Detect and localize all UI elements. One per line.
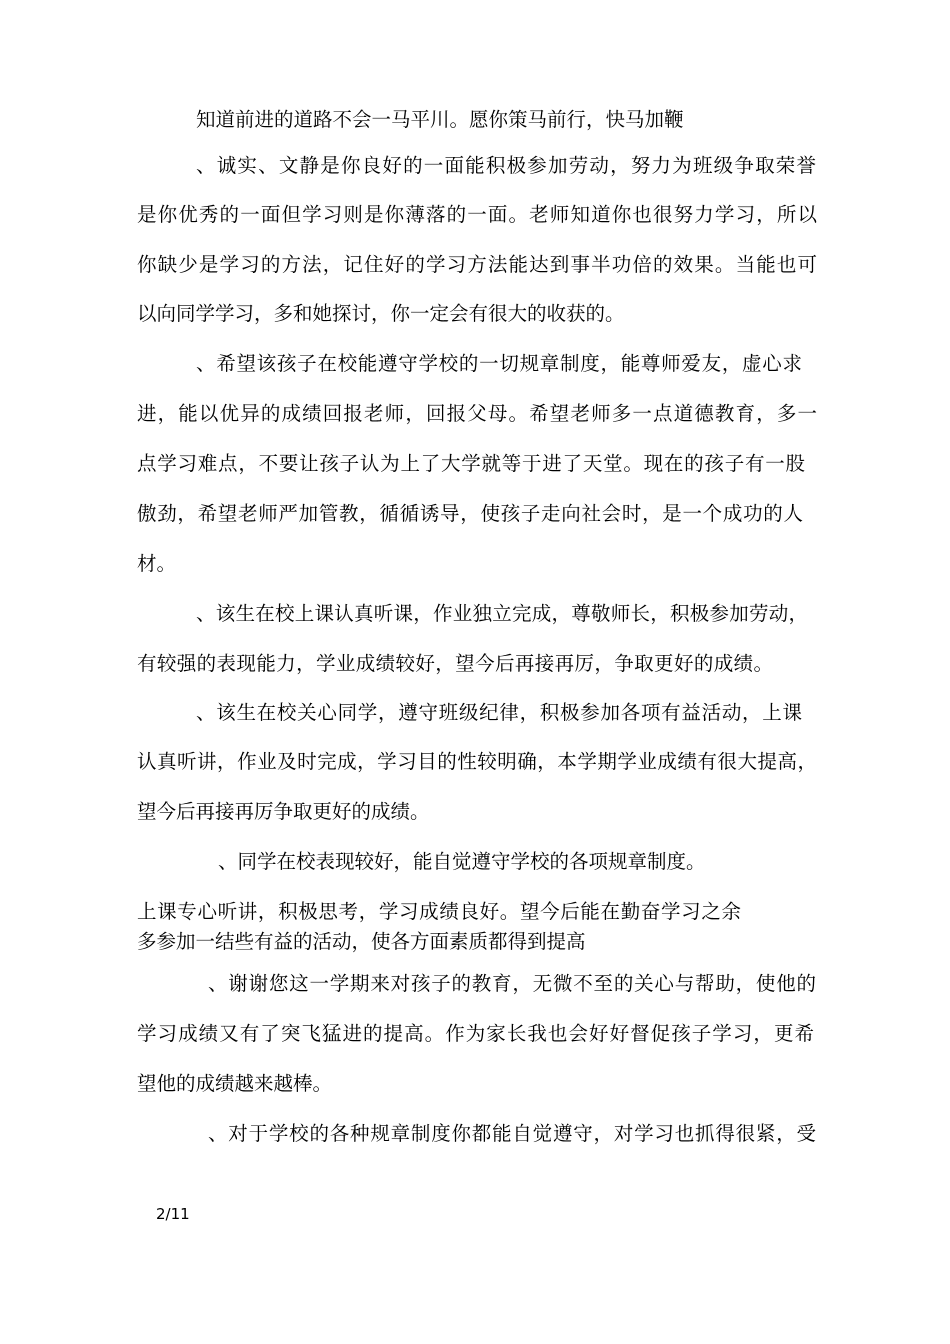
text-line: 、谢谢您这一学期来对孩子的教育，无微不至的关心与帮助，使他的: [208, 972, 816, 995]
text-line: 、对于学校的各种规章制度你都能自觉遵守，对学习也抓得很紧，受: [208, 1122, 816, 1145]
text-line: 有较强的表现能力，学业成绩较好，望今后再接再厉，争取更好的成绩。: [137, 652, 773, 675]
text-line: 以向同学学习，多和她探讨，你一定会有很大的收获的。: [137, 302, 625, 325]
text-line: 上课专心听讲，积极思考，学习成绩良好。望今后能在勤奋学习之余: [137, 900, 741, 923]
text-line: 你缺少是学习的方法，记住好的学习方法能达到事半功倍的效果。当能也可: [137, 253, 817, 276]
text-line: 学习成绩又有了突飞猛进的提高。作为家长我也会好好督促孩子学习，更希: [137, 1022, 814, 1045]
text-line: 、同学在校表现较好，能自觉遵守学校的各项规章制度。: [218, 850, 706, 873]
text-line: 多参加一结些有益的活动，使各方面素质都得到提高: [137, 930, 586, 953]
text-line: 、诚实、文静是你良好的一面能积极参加劳动，努力为班级争取荣誉: [196, 154, 816, 177]
text-line: 材。: [137, 552, 177, 575]
text-line: 、该生在校关心同学，遵守班级纪律，积极参加各项有益活动，上课: [196, 701, 802, 724]
text-line: 、该生在校上课认真听课，作业独立完成，尊敬师长，积极参加劳动，: [196, 602, 808, 625]
text-line: 知道前进的道路不会一马平川。愿你策马前行，快马加鞭: [196, 108, 684, 131]
text-line: 点学习难点，不要让孩子认为上了大学就等于进了天堂。现在的孩子有一股: [137, 452, 805, 475]
text-line: 是你优秀的一面但学习则是你薄落的一面。老师知道你也很努力学习，所以: [137, 203, 817, 226]
text-line: 望今后再接再厉争取更好的成绩。: [137, 800, 430, 823]
text-line: 进，能以优异的成绩回报老师，回报父母。希望老师多一点道德教育，多一: [137, 402, 817, 425]
text-line: 认真听讲，作业及时完成，学习目的性较明确，本学期学业成绩有很大提高，: [137, 750, 817, 773]
page-number: 2/11: [156, 1205, 190, 1223]
text-line: 、希望该孩子在校能遵守学校的一切规章制度，能尊师爱友，虚心求: [196, 352, 802, 375]
text-line: 望他的成绩越来越棒。: [137, 1072, 333, 1095]
text-line: 傲劲，希望老师严加管教，循循诱导，使孩子走向社会时，是一个成功的人: [137, 502, 803, 525]
